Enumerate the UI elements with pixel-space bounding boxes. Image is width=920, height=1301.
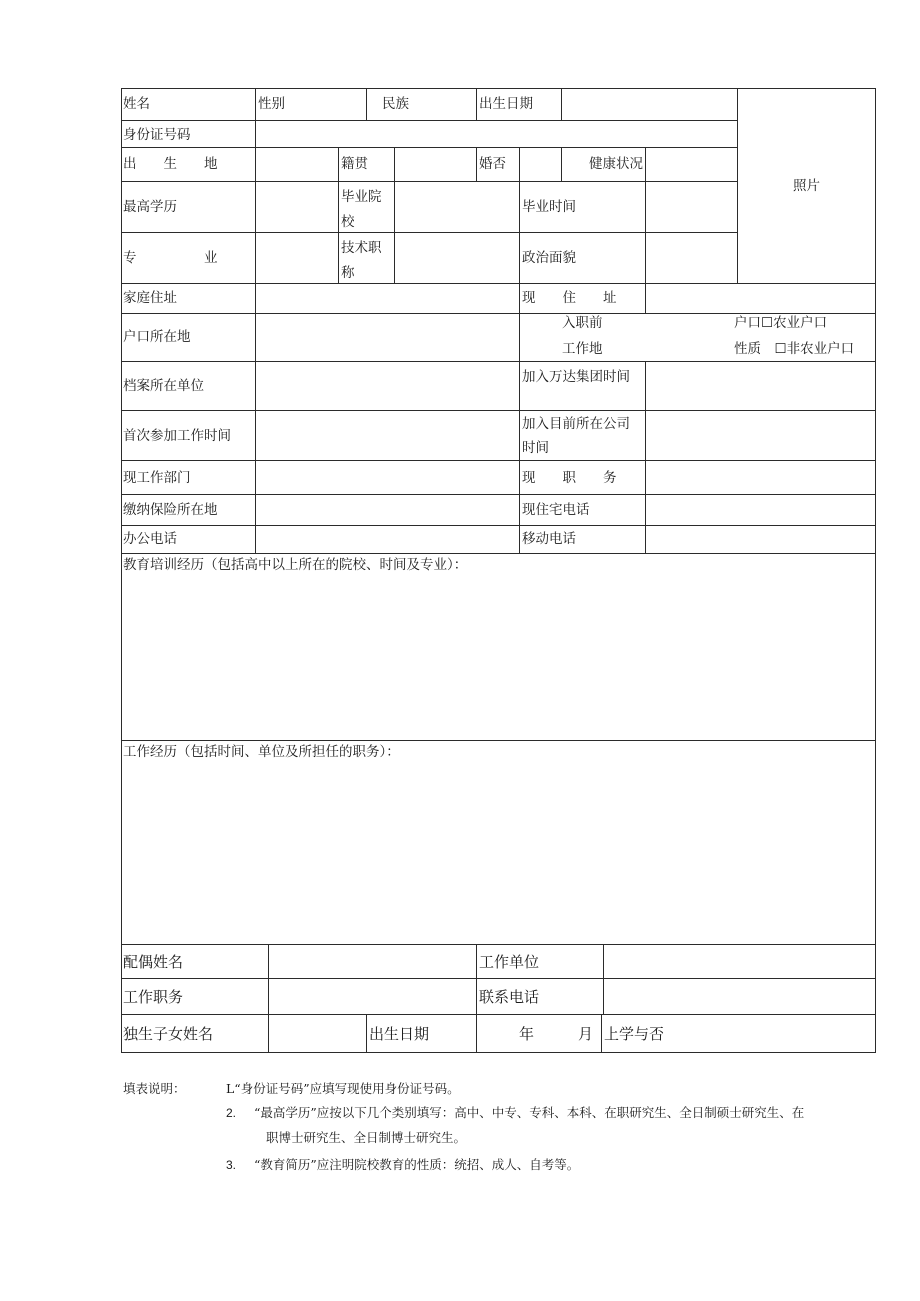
major-label: 专 业 <box>123 250 218 266</box>
col-divider <box>366 88 367 121</box>
home-phone-label: 现住宅电话 <box>522 502 590 518</box>
notes-heading: 填表说明： <box>123 1081 186 1096</box>
home-address-label: 家庭住址 <box>123 290 177 306</box>
native-place-label: 籍贯 <box>341 156 368 172</box>
note-item-1: L“身份证号码”应填写现使用身份证号码。 <box>226 1081 460 1096</box>
name-label: 姓名 <box>123 96 150 112</box>
ethnicity-label: 民族 <box>382 96 409 112</box>
year-label: 年 <box>519 1025 535 1043</box>
hukou-location-label: 户口所在地 <box>123 329 191 345</box>
current-address-label: 现 住 址 <box>522 290 617 306</box>
mobile-phone-label: 移动电话 <box>522 531 576 547</box>
table-border-top <box>121 88 876 89</box>
row-divider <box>121 361 876 362</box>
table-border-right <box>875 88 876 1053</box>
row-divider <box>121 494 876 495</box>
tech-title-label-line2: 称 <box>341 265 355 281</box>
id-number-label: 身份证号码 <box>123 127 191 143</box>
only-child-name-label: 独生子女姓名 <box>123 1025 214 1043</box>
col-divider <box>255 120 256 148</box>
note-item-3-line1: “教育简历”应注明院校教育的性质：统招、成人、自考等。 <box>254 1157 580 1172</box>
tech-title-label-line1: 技术职 <box>341 240 382 256</box>
birthdate-label: 出生日期 <box>479 96 533 112</box>
col-divider <box>476 88 477 121</box>
join-wanda-time-label: 加入万达集团时间 <box>522 369 630 385</box>
graduation-time-label: 毕业时间 <box>522 199 576 215</box>
col-divider <box>519 147 520 182</box>
col-divider <box>603 944 604 1015</box>
photo-label: 照片 <box>793 178 820 194</box>
marital-status-label: 婚否 <box>479 156 506 172</box>
col-divider <box>519 283 520 554</box>
col-divider <box>394 147 395 182</box>
row-divider <box>121 120 738 121</box>
insurance-location-label: 缴纳保险所在地 <box>123 502 218 518</box>
row-divider <box>121 1014 876 1015</box>
col-divider <box>366 1014 367 1053</box>
education-history-label: 教育培训经历（包括高中以上所在的院校、时间及专业）： <box>123 557 468 573</box>
birthplace-label: 出 生 地 <box>123 156 218 172</box>
col-divider <box>645 283 646 314</box>
col-divider <box>645 147 646 182</box>
row-divider <box>121 313 876 314</box>
col-divider <box>394 181 395 284</box>
row-divider <box>121 553 876 554</box>
political-status-label: 政治面貌 <box>522 250 576 266</box>
col-divider <box>476 944 477 1053</box>
note-item-2-number: 2. <box>226 1106 237 1120</box>
col-divider <box>561 88 562 121</box>
office-phone-label: 办公电话 <box>123 531 177 547</box>
school-label-line2: 校 <box>341 214 355 230</box>
col-divider <box>645 361 646 554</box>
col-divider <box>255 147 256 182</box>
col-divider <box>476 147 477 182</box>
col-divider <box>519 181 520 284</box>
gender-label: 性别 <box>258 96 285 112</box>
prev-workplace-label-line1: 入职前 <box>562 315 603 331</box>
school-label-line1: 毕业院 <box>341 189 382 205</box>
col-divider <box>645 181 646 284</box>
hukou-type-options-line2: 性质 ☐非农业户口 <box>734 341 855 357</box>
education-label: 最高学历 <box>123 199 177 215</box>
row-divider <box>121 460 876 461</box>
spouse-job-title-label: 工作职务 <box>123 988 184 1006</box>
note-item-2-line1: “最高学历”应按以下几个类别填写：高中、中专、专科、本科、在职研究生、全日制硕士研究生、在 <box>254 1105 805 1120</box>
note-item-2-line2: 职博士研究生、全日制博士研究生。 <box>266 1130 467 1145</box>
join-current-company-label-line2: 时间 <box>522 440 549 456</box>
row-divider <box>121 525 876 526</box>
col-divider <box>268 944 269 1053</box>
col-divider <box>561 147 562 182</box>
col-divider <box>338 147 339 182</box>
work-history-label: 工作经历（包括时间、单位及所担任的职务）： <box>123 744 400 760</box>
month-label: 月 <box>578 1025 594 1043</box>
child-birthdate-label: 出生日期 <box>369 1025 430 1043</box>
archive-unit-label: 档案所在单位 <box>123 378 204 394</box>
row-divider <box>121 944 876 945</box>
first-work-time-label: 首次参加工作时间 <box>123 428 231 444</box>
col-divider <box>338 181 339 284</box>
spouse-phone-label: 联系电话 <box>479 988 540 1006</box>
department-label: 现工作部门 <box>123 470 191 486</box>
note-item-3-number: 3. <box>226 1158 237 1172</box>
row-divider <box>121 740 876 741</box>
prev-workplace-label-line2: 工作地 <box>562 341 603 357</box>
spouse-employer-label: 工作单位 <box>479 953 540 971</box>
row-divider <box>121 283 876 284</box>
table-border-bottom <box>121 1052 876 1053</box>
hukou-type-options-line1: 户口☐农业户口 <box>734 315 828 331</box>
join-current-company-label-line1: 加入目前所在公司 <box>522 416 630 432</box>
spouse-name-label: 配偶姓名 <box>123 953 184 971</box>
col-divider <box>255 88 256 121</box>
row-divider <box>121 978 876 979</box>
school-status-label: 上学与否 <box>604 1025 665 1043</box>
table-border-left <box>121 88 122 1053</box>
col-divider <box>255 181 256 284</box>
col-divider <box>601 1014 602 1053</box>
position-label: 现 职 务 <box>522 470 617 486</box>
health-status-label: 健康状况 <box>589 156 643 172</box>
row-divider <box>121 410 876 411</box>
col-divider <box>255 283 256 554</box>
